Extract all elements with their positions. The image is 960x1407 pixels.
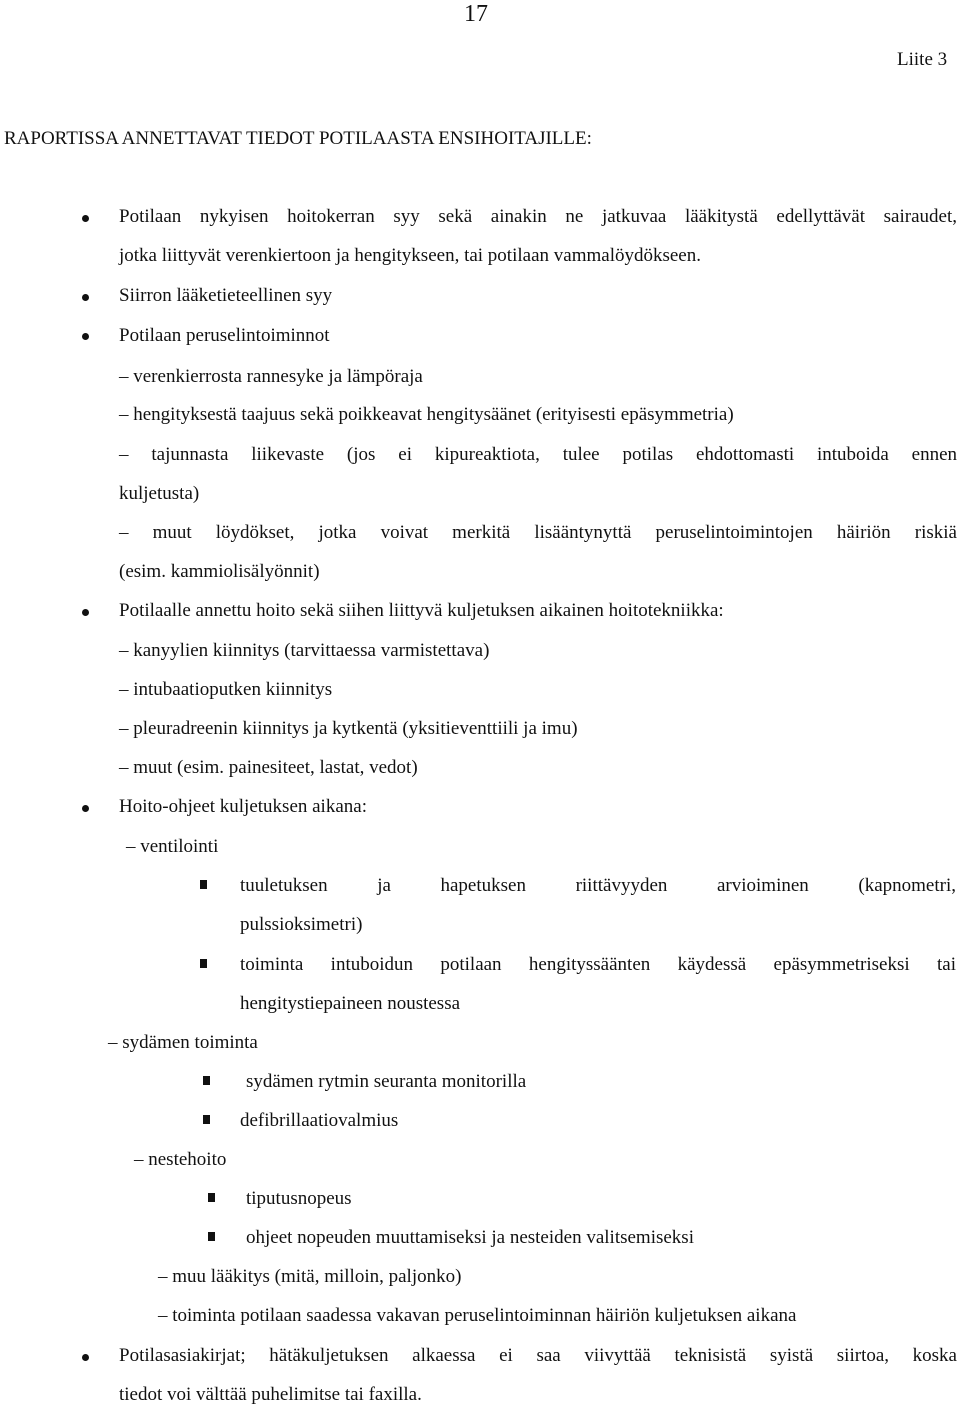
sub-item-text: – tajunnasta liikevaste (jos ei kipureaktiota, tulee potilas ehdottomasti intuboida ennen [119,444,957,465]
list-item-text: Potilasasiakirjat; hätäkuljetuksen alkaessa ei saa viivyttää teknisistä syistä siirtoa, koska [119,1345,957,1366]
bullet-icon [82,294,89,301]
sub-sub-item-text: tiputusnopeus [246,1188,352,1209]
sub-item-text: – muu lääkitys (mitä, milloin, paljonko) [158,1266,462,1287]
sub-sub-item-text: ohjeet nopeuden muuttamiseksi ja nesteiden valitsemiseksi [246,1227,694,1248]
sub-item-text: – toiminta potilaan saadessa vakavan peruselintoiminnan häiriön kuljetuksen aikana [158,1305,797,1326]
square-bullet-icon [200,880,207,889]
bullet-icon [82,805,89,812]
sub-item-text: (esim. kammiolisälyönnit) [119,561,320,582]
sub-item-text: kuljetusta) [119,483,200,504]
bullet-icon [82,215,89,222]
list-item-text: Siirron lääketieteellinen syy [119,285,333,306]
square-bullet-icon [203,1076,210,1085]
sub-item-text: – sydämen toiminta [108,1032,258,1053]
sub-item-text: – nestehoito [134,1149,227,1170]
list-item-text: Potilaan peruselintoiminnot [119,325,330,346]
sub-sub-item-text: sydämen rytmin seuranta monitorilla [246,1071,527,1092]
sub-item-text: – verenkierrosta rannesyke ja lämpöraja [119,366,423,387]
sub-sub-item-text: defibrillaatiovalmius [240,1110,399,1131]
bullet-icon [82,333,89,340]
sub-item-text: – pleuradreenin kiinnitys ja kytkentä (yksitieventtiili ja imu) [119,718,578,739]
bullet-icon [82,1354,89,1361]
sub-item-text: – ventilointi [126,836,219,857]
sub-sub-item-text: hengitystiepaineen noustessa [240,993,461,1014]
page-title: RAPORTISSA ANNETTAVAT TIEDOT POTILAASTA ENSIHOITAJILLE: [4,128,592,149]
sub-item-text: – muut (esim. painesiteet, lastat, vedot) [119,757,418,778]
appendix-label: Liite 3 [897,49,948,70]
sub-item-text: – hengityksestä taajuus sekä poikkeavat hengitysäänet (erityisesti epäsymmetria) [119,404,734,425]
square-bullet-icon [208,1232,215,1241]
square-bullet-icon [203,1115,210,1124]
list-item-text: Potilaan nykyisen hoitokerran syy sekä ainakin ne jatkuvaa lääkitystä edellyttävät sairaudet, [119,206,957,227]
page-number: 17 [464,1,488,27]
list-item-text: Hoito-ohjeet kuljetuksen aikana: [119,796,367,817]
list-item-text: jotka liittyvät verenkiertoon ja hengitykseen, tai potilaan vammalöydökseen. [119,245,701,266]
list-item-text: Potilaalle annettu hoito sekä siihen liittyvä kuljetuksen aikainen hoitotekniikka: [119,600,724,621]
square-bullet-icon [208,1193,215,1202]
sub-item-text: – kanyylien kiinnitys (tarvittaessa varmistettava) [119,640,490,661]
sub-sub-item-text: toiminta intuboidun potilaan hengityssäänten käydessä epäsymmetriseksi tai [240,954,956,975]
sub-sub-item-text: tuuletuksen ja hapetuksen riittävyyden arvioiminen (kapnometri, [240,875,956,896]
sub-item-text: – muut löydökset, jotka voivat merkitä lisääntynyttä peruselintoimintojen häiriön riskiä [119,522,957,543]
bullet-icon [82,609,89,616]
sub-sub-item-text: pulssioksimetri) [240,914,363,935]
list-item-text: tiedot voi välttää puhelimitse tai faxilla. [119,1384,422,1405]
sub-item-text: – intubaatioputken kiinnitys [119,679,333,700]
square-bullet-icon [200,959,207,968]
